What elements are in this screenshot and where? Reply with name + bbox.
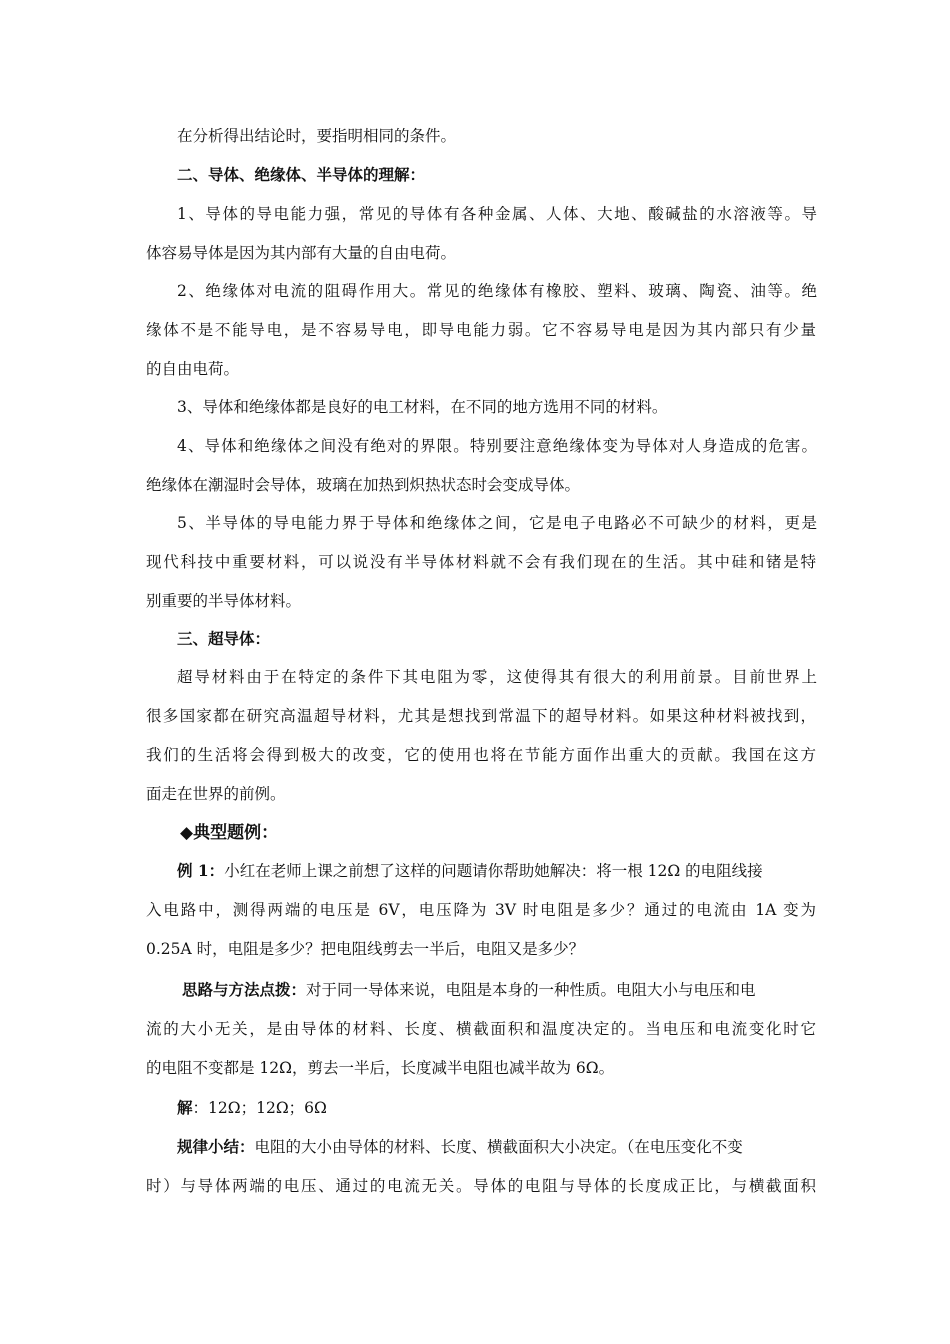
paragraph-line: 5、半导体的导电能力界于导体和绝缘体之间，它是电子电路必不可缺少的材料，更是: [177, 514, 817, 532]
answer-line: [177, 1097, 817, 1119]
paragraph-line: 面走在世界的前例。: [146, 785, 286, 803]
typical-examples-heading: ◆典型题例：: [180, 823, 279, 843]
answer-text: ：12Ω；12Ω；6Ω: [192, 1099, 327, 1117]
paragraph-line: 2、绝缘体对电流的阻碍作用大。常见的绝缘体有橡胶、塑料、玻璃、陶瓷、油等。绝: [177, 282, 817, 300]
paragraph-line: 3、导体和绝缘体都是良好的电工材料，在不同的地方选用不同的材料。: [177, 398, 668, 416]
paragraph-line: 入电路中，测得两端的电压是 6V，电压降为 3V 时电阻是多少？通过的电流由 1A 变为: [146, 901, 816, 919]
paragraph-line: 时）与导体两端的电压、通过的电流无关。导体的电阻与导体的长度成正比，与横截面积: [146, 1177, 816, 1195]
paragraph-line: 4、导体和绝缘体之间没有绝对的界限。特别要注意绝缘体变为导体对人身造成的危害。: [177, 437, 817, 455]
example-line: [177, 860, 817, 882]
example-text: 小红在老师上课之前想了这样的问题请你帮助她解决：将一根 12Ω 的电阻线接: [224, 862, 763, 880]
section-heading-superconductor: 三、超导体：: [177, 629, 271, 648]
answer-label: 解: [177, 1098, 193, 1117]
paragraph-line: 缘体不是不能导电，是不容易导电，即导电能力弱。它不容易导电是因为其内部只有少量: [146, 321, 816, 339]
example-label: 例 1：: [177, 861, 225, 880]
paragraph-line: 现代科技中重要材料，可以说没有半导体材料就不会有我们现在的生活。其中硅和锗是特: [146, 553, 816, 571]
paragraph-line: 超导材料由于在特定的条件下其电阻为零，这使得其有很大的利用前景。目前世界上: [177, 668, 817, 686]
paragraph-line: 别重要的半导体材料。: [146, 592, 302, 610]
paragraph-line: 的电阻不变都是 12Ω，剪去一半后，长度减半电阻也减半故为 6Ω。: [146, 1059, 615, 1077]
rule-line: [177, 1136, 817, 1158]
rule-label: 规律小结：: [177, 1137, 255, 1156]
paragraph-line: 在分析得出结论时，要指明相同的条件。: [177, 127, 457, 145]
hint-line: [182, 979, 817, 1001]
paragraph-line: 的自由电荷。: [146, 360, 240, 378]
hint-text: 对于同一导体来说，电阻是本身的一种性质。电阻大小与电压和电: [306, 981, 756, 999]
hint-label: 思路与方法点拨：: [182, 980, 307, 999]
paragraph-line: 体容易导体是因为其内部有大量的自由电荷。: [146, 244, 457, 262]
paragraph-line: 很多国家都在研究高温超导材料，尤其是想找到常温下的超导材料。如果这种材料被找到，: [146, 707, 816, 725]
paragraph-line: 1、导体的导电能力强，常见的导体有各种金属、人体、大地、酸碱盐的水溶液等。导: [177, 205, 817, 223]
paragraph-line: 我们的生活将会得到极大的改变，它的使用也将在节能方面作出重大的贡献。我国在这方: [146, 746, 816, 764]
paragraph-line: 绝缘体在潮湿时会导体，玻璃在加热到炽热状态时会变成导体。: [146, 476, 581, 494]
section-heading-conductors: 二、导体、绝缘体、半导体的理解：: [177, 165, 426, 184]
paragraph-line: 0.25A 时，电阻是多少？把电阻线剪去一半后，电阻又是多少？: [146, 940, 585, 958]
rule-text: 电阻的大小由导体的材料、长度、横截面积大小决定。（在电压变化不变: [254, 1138, 743, 1156]
paragraph-line: 流的大小无关，是由导体的材料、长度、横截面积和温度决定的。当电压和电流变化时它: [146, 1020, 816, 1038]
